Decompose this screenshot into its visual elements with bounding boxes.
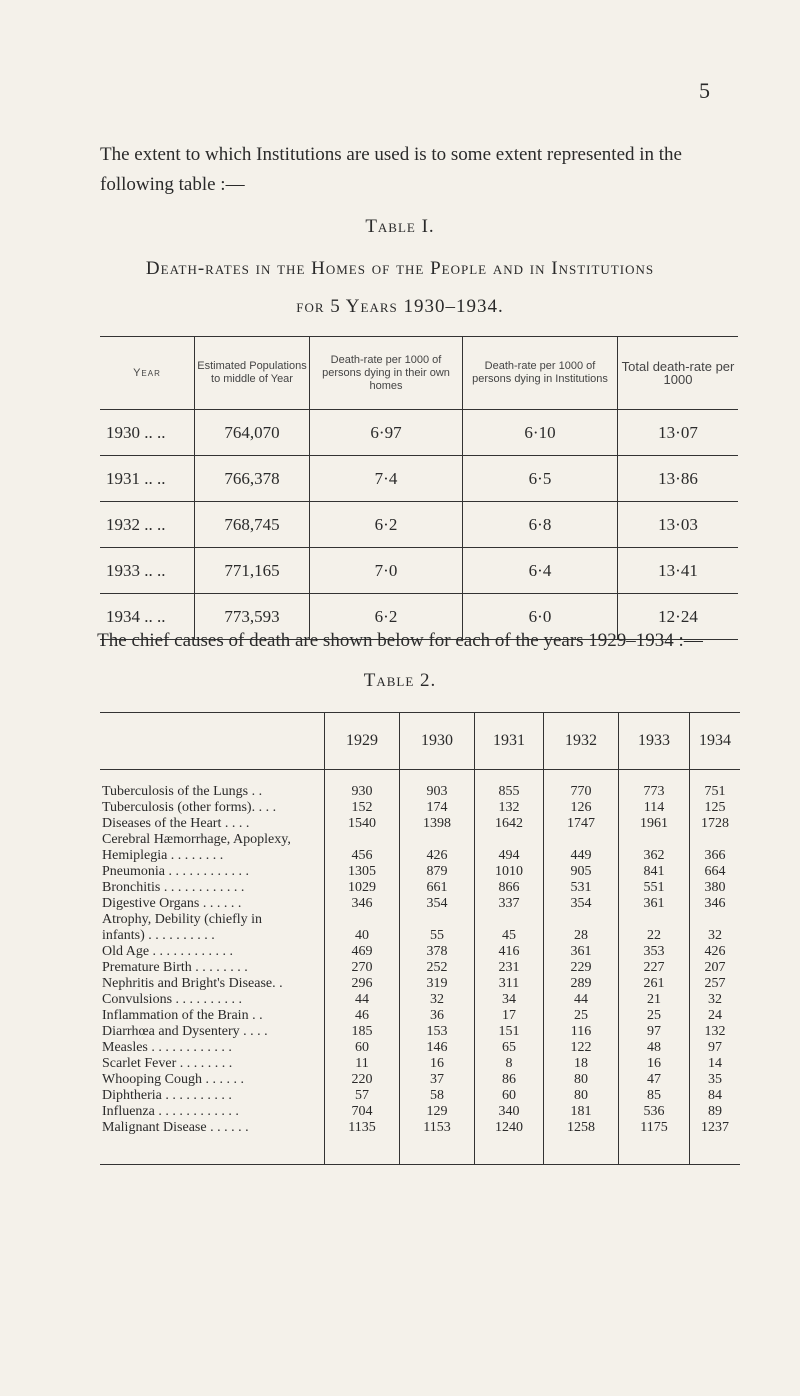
table2-cell-value: 340 xyxy=(475,1104,544,1120)
table2-cell-value: 751 xyxy=(704,784,726,799)
table-row xyxy=(100,1056,740,1072)
table-row xyxy=(100,1104,740,1120)
table2-cell-cause: Premature Birth . . . . . . . . xyxy=(100,960,325,976)
table2-cell-value: 36 xyxy=(400,1008,475,1024)
table2-cell-value: 45 xyxy=(475,928,544,944)
table1-header-home-rate: Death-rate per 1000 of persons dying in their own homes xyxy=(310,337,463,410)
table1-cell-total: 13·86 xyxy=(618,456,739,502)
table2-cell-value: 551 xyxy=(619,880,690,896)
table2-cell-value: 84 xyxy=(708,1088,722,1103)
table2-cell-value: 346 xyxy=(704,896,726,911)
table2-cell-value: 1010 xyxy=(475,864,544,880)
table2-cell-value: 1237 xyxy=(701,1120,729,1135)
table2-cell-value: 151 xyxy=(475,1024,544,1040)
table2-spacer-cell xyxy=(400,1136,475,1165)
table2-cell-value: 855 xyxy=(475,784,544,800)
table2-header-year: 1933 xyxy=(619,713,690,770)
table2-cell-value xyxy=(619,832,690,848)
table-row xyxy=(100,1072,740,1088)
table2-cell-value: 28 xyxy=(544,928,619,944)
table2-end-row xyxy=(100,1136,740,1165)
table2-cell-cause: Bronchitis . . . . . . . . . . . . xyxy=(100,880,325,896)
table2-spacer-cell xyxy=(325,770,400,785)
table2-cell-cause: Inflammation of the Brain . . xyxy=(100,1008,325,1024)
table2-cell-value: 40 xyxy=(325,928,400,944)
table1-cell-year: 1931 .. .. xyxy=(100,456,195,502)
table2-cell-value: 841 xyxy=(619,864,690,880)
table2-cell-value: 930 xyxy=(325,784,400,800)
table1-cell-home-rate: 6·97 xyxy=(310,410,463,456)
table2-cell-cause: Pneumonia . . . . . . . . . . . . xyxy=(100,864,325,880)
table2-cell-value: 362 xyxy=(619,848,690,864)
table2-cell-value: 129 xyxy=(400,1104,475,1120)
table2-spacer-cell xyxy=(619,770,690,785)
table2-cell-value: 1398 xyxy=(400,816,475,832)
table2-cell-value: 132 xyxy=(475,800,544,816)
table1-cell-home-rate: 6·2 xyxy=(310,502,463,548)
table2-cell-value: 34 xyxy=(475,992,544,1008)
table2-cell-value: 32 xyxy=(708,992,722,1007)
table2-cell-value: 380 xyxy=(704,880,726,895)
table1-cell-total: 13·41 xyxy=(618,548,739,594)
table2-cell-cause: Tuberculosis of the Lungs . . xyxy=(100,784,325,800)
table1-cell-home-rate: 6·2 xyxy=(310,594,463,640)
table2-cell-value xyxy=(475,832,544,848)
table-row xyxy=(100,992,740,1008)
table2-cell-value: 1029 xyxy=(325,880,400,896)
table2-cell-value xyxy=(690,912,741,928)
table2-cell-value: 24 xyxy=(708,1008,722,1023)
table2-header-cause xyxy=(100,713,325,770)
table2-cell-value: 1175 xyxy=(619,1120,690,1136)
table2-cell-value: 65 xyxy=(475,1040,544,1056)
table1-header-row xyxy=(100,337,738,410)
table2-cell-value: 704 xyxy=(325,1104,400,1120)
table2-cell-value: 905 xyxy=(544,864,619,880)
table2-cell-value: 1961 xyxy=(619,816,690,832)
table2-cell-value xyxy=(400,912,475,928)
table2-cell-value: 1305 xyxy=(325,864,400,880)
table1-cell-population: 768,745 xyxy=(195,502,310,548)
table2-cell-value xyxy=(544,912,619,928)
table-row xyxy=(100,960,740,976)
table2-cell-value: 125 xyxy=(704,800,726,815)
table2-cell-value: 25 xyxy=(619,1008,690,1024)
table2-cell-value xyxy=(475,912,544,928)
table2-cell-value: 289 xyxy=(544,976,619,992)
table2-cell-value: 58 xyxy=(400,1088,475,1104)
table2-cell-value: 80 xyxy=(544,1072,619,1088)
table2-cell-value: 366 xyxy=(704,848,726,863)
table1-cell-population: 773,593 xyxy=(195,594,310,640)
table2-cell-value: 97 xyxy=(619,1024,690,1040)
table1-cell-population: 766,378 xyxy=(195,456,310,502)
table2-cell-value: 21 xyxy=(619,992,690,1008)
table1-header-population: Estimated Populations to middle of Year xyxy=(195,337,310,410)
table2-cell-value: 1153 xyxy=(400,1120,475,1136)
table1-cell-inst-rate: 6·5 xyxy=(463,456,618,502)
table2-cell-value: 346 xyxy=(325,896,400,912)
table2-cell-value: 1728 xyxy=(701,816,729,831)
table2-spacer-cell xyxy=(475,1136,544,1165)
table-row xyxy=(100,548,738,594)
table1-cell-year: 1933 .. .. xyxy=(100,548,195,594)
table2-cell-cause: Influenza . . . . . . . . . . . . xyxy=(100,1104,325,1120)
table2-cell-value xyxy=(690,832,741,848)
table2-cell-value: 426 xyxy=(400,848,475,864)
table2-cell-value: 361 xyxy=(619,896,690,912)
table2-cell-value: 773 xyxy=(619,784,690,800)
table2-cell-value: 207 xyxy=(704,960,726,975)
table1-cell-year: 1934 .. .. xyxy=(100,594,195,640)
table1-cell-population: 771,165 xyxy=(195,548,310,594)
table2-cell-value: 153 xyxy=(400,1024,475,1040)
table-row xyxy=(100,880,740,896)
table-row xyxy=(100,502,738,548)
table1-death-rates xyxy=(100,336,738,640)
table2-cell-cause: Whooping Cough . . . . . . xyxy=(100,1072,325,1088)
table2-cell-value xyxy=(619,912,690,928)
table2-cell-value: 456 xyxy=(325,848,400,864)
table2-cell-value: 32 xyxy=(708,928,722,943)
table2-cell-value: 48 xyxy=(619,1040,690,1056)
table2-cell-value: 185 xyxy=(325,1024,400,1040)
table2-cell-cause: Diseases of the Heart . . . . xyxy=(100,816,325,832)
table-row xyxy=(100,976,740,992)
table1-cell-year: 1930 .. .. xyxy=(100,410,195,456)
table-row xyxy=(100,1120,740,1136)
table1-cell-home-rate: 7·0 xyxy=(310,548,463,594)
table1-cell-population: 764,070 xyxy=(195,410,310,456)
table2-spacer-cell xyxy=(619,1136,690,1165)
table2-cell-cause: Atrophy, Debility (chiefly in xyxy=(100,912,325,928)
table2-spacer-row xyxy=(100,770,740,785)
table2-cell-value: 25 xyxy=(544,1008,619,1024)
table2-header-year: 1930 xyxy=(400,713,475,770)
table2-cell-value: 1642 xyxy=(475,816,544,832)
table-row xyxy=(100,864,740,880)
table2-cell-value: 231 xyxy=(475,960,544,976)
table2-spacer-cell xyxy=(100,770,325,785)
table-row xyxy=(100,848,740,864)
table2-cell-value: 16 xyxy=(400,1056,475,1072)
table2-cell-value: 311 xyxy=(475,976,544,992)
table2-cell-value: 32 xyxy=(400,992,475,1008)
table2-cell-value: 8 xyxy=(475,1056,544,1072)
table2-cell-value xyxy=(400,832,475,848)
table2-cell-value: 337 xyxy=(475,896,544,912)
table-row xyxy=(100,928,740,944)
table2-cell-value: 426 xyxy=(704,944,726,959)
table1-header-total: Total death-rate per 1000 xyxy=(618,337,739,410)
table2-cell-value: 449 xyxy=(544,848,619,864)
table2-cell-value: 181 xyxy=(544,1104,619,1120)
table2-cell-cause: Malignant Disease . . . . . . xyxy=(100,1120,325,1136)
table2-cell-value: 416 xyxy=(475,944,544,960)
table2-cell-value: 89 xyxy=(708,1104,722,1119)
table2-cell-value: 22 xyxy=(619,928,690,944)
table2-cell-value: 770 xyxy=(544,784,619,800)
table2-spacer-cell xyxy=(544,1136,619,1165)
table2-cell-value: 531 xyxy=(544,880,619,896)
intro-paragraph: The extent to which Institutions are used is to some extent represented in the following table :— xyxy=(100,144,682,195)
table2-cell-value: 126 xyxy=(544,800,619,816)
table-row xyxy=(100,410,738,456)
table2-cell-value: 116 xyxy=(544,1024,619,1040)
table2-cell-cause: Scarlet Fever . . . . . . . . xyxy=(100,1056,325,1072)
table2-cell-value: 16 xyxy=(619,1056,690,1072)
table2-cell-cause: Old Age . . . . . . . . . . . . xyxy=(100,944,325,960)
table1-cell-total: 13·07 xyxy=(618,410,739,456)
table-row xyxy=(100,784,740,800)
table2-cell-value: 879 xyxy=(400,864,475,880)
table2-cell-value: 57 xyxy=(325,1088,400,1104)
table2-cell-value: 46 xyxy=(325,1008,400,1024)
table2-cell-value: 494 xyxy=(475,848,544,864)
table2-cell-value: 132 xyxy=(704,1024,726,1039)
table2-cell-value: 85 xyxy=(619,1088,690,1104)
table-row xyxy=(100,456,738,502)
table2-cell-value: 252 xyxy=(400,960,475,976)
table2-cell-value: 261 xyxy=(619,976,690,992)
table2-cell-value: 55 xyxy=(400,928,475,944)
table2-cell-value: 146 xyxy=(400,1040,475,1056)
table2-cell-cause: Hemiplegia . . . . . . . . xyxy=(100,848,325,864)
table2-cell-value: 44 xyxy=(325,992,400,1008)
table-row xyxy=(100,1088,740,1104)
table2-cell-cause: Convulsions . . . . . . . . . . xyxy=(100,992,325,1008)
table1-cell-inst-rate: 6·8 xyxy=(463,502,618,548)
table2-header-year: 1929 xyxy=(325,713,400,770)
table2-spacer-cell xyxy=(400,770,475,785)
table2-cell-value: 11 xyxy=(325,1056,400,1072)
table-row xyxy=(100,912,740,928)
table1-header-year: Year xyxy=(100,337,195,410)
table2-cell-value: 361 xyxy=(544,944,619,960)
table2-cell-cause: Diphtheria . . . . . . . . . . xyxy=(100,1088,325,1104)
table1-caption-line2: for 5 Years 1930–1934. xyxy=(296,296,504,317)
table1-caption-line1: Death-rates in the Homes of the People and in Institutions xyxy=(145,258,655,279)
table2-cell-value: 114 xyxy=(619,800,690,816)
table2-cell-cause: Digestive Organs . . . . . . xyxy=(100,896,325,912)
table2-header-row xyxy=(100,713,740,770)
table2-cell-value: 35 xyxy=(708,1072,722,1087)
table2-cell-value: 664 xyxy=(704,864,726,879)
table2-cell-value: 47 xyxy=(619,1072,690,1088)
table2-cell-value: 319 xyxy=(400,976,475,992)
table2-cell-value: 14 xyxy=(708,1056,722,1071)
table1-header-inst-rate: Death-rate per 1000 of persons dying in Institutions xyxy=(463,337,618,410)
table2-cell-value: 86 xyxy=(475,1072,544,1088)
table2-spacer-cell xyxy=(690,770,741,785)
table2-cell-value: 60 xyxy=(475,1088,544,1104)
table2-causes-of-death xyxy=(100,712,740,1165)
table2-cell-cause: Diarrhœa and Dysentery . . . . xyxy=(100,1024,325,1040)
table2-cell-value xyxy=(325,912,400,928)
table2-spacer-cell xyxy=(475,770,544,785)
table1-cell-inst-rate: 6·0 xyxy=(463,594,618,640)
table1-cell-total: 13·03 xyxy=(618,502,739,548)
table2-header-year: 1934 xyxy=(690,713,741,770)
table2-cell-value: 18 xyxy=(544,1056,619,1072)
table2-cell-value: 80 xyxy=(544,1088,619,1104)
table2-cell-value: 1135 xyxy=(325,1120,400,1136)
table2-cell-value: 469 xyxy=(325,944,400,960)
table2-cell-value: 1747 xyxy=(544,816,619,832)
table2-spacer-cell xyxy=(690,1136,741,1165)
table2-cell-value: 661 xyxy=(400,880,475,896)
table2-cell-value: 37 xyxy=(400,1072,475,1088)
table-row xyxy=(100,1024,740,1040)
table2-intro: The chief causes of death are shown below for each of the years 1929–1934 :— xyxy=(97,630,703,651)
table1-cell-inst-rate: 6·4 xyxy=(463,548,618,594)
table2-cell-value: 229 xyxy=(544,960,619,976)
table2-cell-value: 378 xyxy=(400,944,475,960)
table2-cell-value: 257 xyxy=(704,976,726,991)
table2-cell-cause: Cerebral Hæmorrhage, Apoplexy, xyxy=(100,832,325,848)
table2-cell-value: 44 xyxy=(544,992,619,1008)
table2-header-year: 1932 xyxy=(544,713,619,770)
table2-cell-value: 270 xyxy=(325,960,400,976)
table1-cell-home-rate: 7·4 xyxy=(310,456,463,502)
table-row xyxy=(100,832,740,848)
table2-cell-value: 1540 xyxy=(325,816,400,832)
table2-cell-value: 353 xyxy=(619,944,690,960)
table2-cell-value: 1240 xyxy=(475,1120,544,1136)
table2-cell-value xyxy=(325,832,400,848)
table2-cell-value: 60 xyxy=(325,1040,400,1056)
table2-cell-cause: Nephritis and Bright's Disease. . xyxy=(100,976,325,992)
table2-cell-value: 536 xyxy=(619,1104,690,1120)
table2-cell-cause: Measles . . . . . . . . . . . . xyxy=(100,1040,325,1056)
table2-cell-value: 17 xyxy=(475,1008,544,1024)
table2-cell-value: 354 xyxy=(544,896,619,912)
table2-cell-value: 354 xyxy=(400,896,475,912)
table2-cell-value: 296 xyxy=(325,976,400,992)
table-row xyxy=(100,944,740,960)
table2-cell-value: 97 xyxy=(708,1040,722,1055)
table-row xyxy=(100,1040,740,1056)
table-row xyxy=(100,816,740,832)
table2-cell-value: 903 xyxy=(400,784,475,800)
table2-cell-value xyxy=(544,832,619,848)
table2-spacer-cell xyxy=(544,770,619,785)
table2-cell-cause: Tuberculosis (other forms). . . . xyxy=(100,800,325,816)
table2-header-year: 1931 xyxy=(475,713,544,770)
table-row xyxy=(100,800,740,816)
table2-cell-value: 220 xyxy=(325,1072,400,1088)
table2-spacer-cell xyxy=(325,1136,400,1165)
table2-label: Table 2. xyxy=(363,670,437,691)
table2-cell-value: 227 xyxy=(619,960,690,976)
table2-cell-value: 174 xyxy=(400,800,475,816)
table1-cell-inst-rate: 6·10 xyxy=(463,410,618,456)
table2-cell-value: 866 xyxy=(475,880,544,896)
table-row xyxy=(100,896,740,912)
table2-cell-value: 122 xyxy=(544,1040,619,1056)
table2-spacer-cell xyxy=(100,1136,325,1165)
table2-cell-value: 1258 xyxy=(544,1120,619,1136)
table2-cell-cause: infants) . . . . . . . . . . xyxy=(100,928,325,944)
table1-label: Table I. xyxy=(365,216,435,237)
table-row xyxy=(100,1008,740,1024)
table1-cell-year: 1932 .. .. xyxy=(100,502,195,548)
table2-cell-value: 152 xyxy=(325,800,400,816)
page-number: 5 xyxy=(699,78,710,103)
table1-cell-total: 12·24 xyxy=(618,594,739,640)
